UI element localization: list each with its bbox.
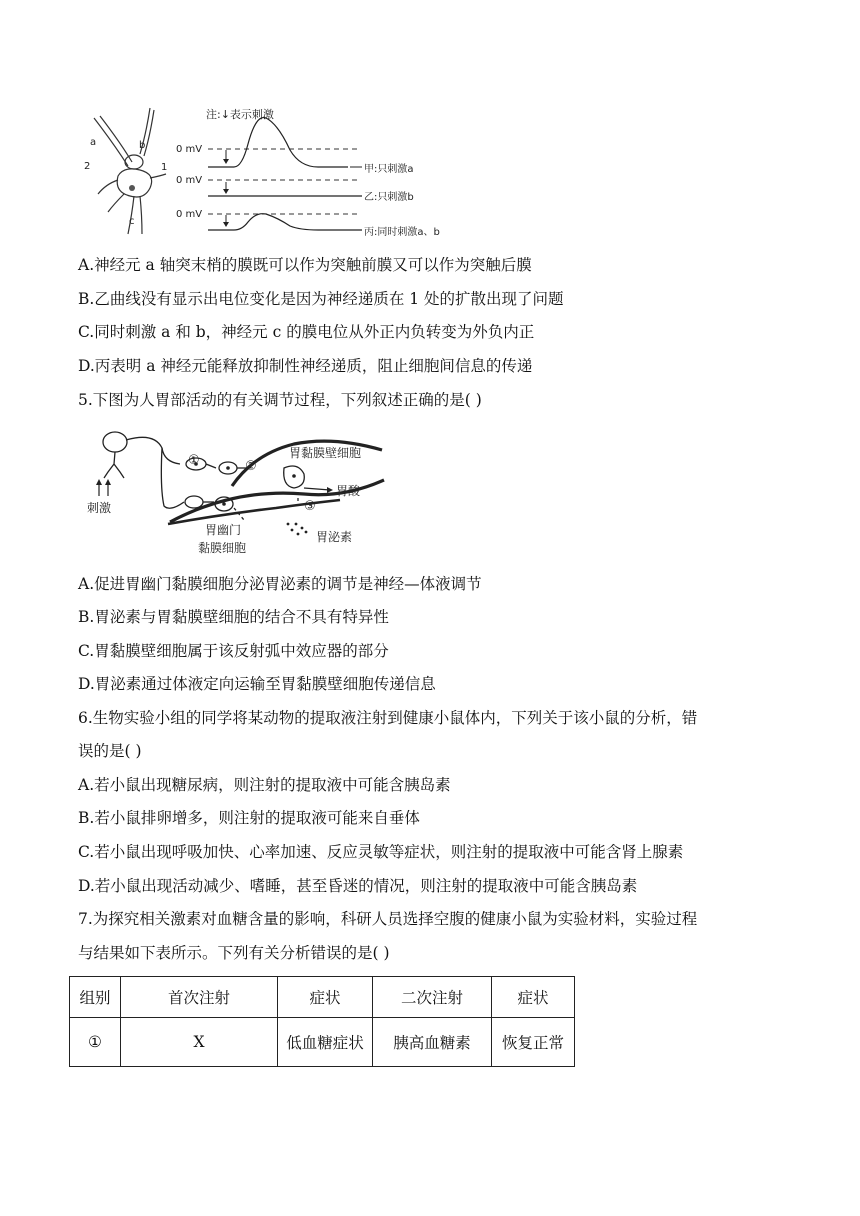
q6-option-d: D.若小鼠出现活动减少、嗜睡，甚至昏迷的情况，则注射的提取液中可能含胰岛素: [78, 877, 638, 895]
table-header-cell: 症状: [278, 977, 373, 1018]
arrow-right-icon: [327, 487, 333, 493]
table-header-cell: 二次注射: [373, 977, 492, 1018]
arrow-down-icon: [223, 189, 229, 194]
label-stimulus: 刺激: [87, 501, 112, 515]
curve-label-bing: 丙:同时刺激a、b: [364, 227, 440, 238]
label-c: c: [129, 216, 135, 227]
q5-option-d: D.胃泌素通过体液定向运输至胃黏膜壁细胞传递信息: [78, 675, 436, 693]
experiment-table: [69, 976, 575, 1067]
q6-option-b: B.若小鼠排卵增多，则注射的提取液可能来自垂体: [78, 809, 420, 827]
stomach-regulation-figure: [84, 428, 394, 560]
q7-stem-line2: 与结果如下表所示。下列有关分析错误的是( ): [78, 944, 390, 962]
table-cell: 低血糖症状: [278, 1018, 373, 1067]
table-cell: ①: [70, 1018, 121, 1067]
q6-stem-line1: 6.生物实验小组的同学将某动物的提取液注射到健康小鼠体内，下列关于该小鼠的分析，错: [78, 709, 698, 727]
table-header-cell: 组别: [70, 977, 121, 1018]
q4-option-d: D.丙表明 a 神经元能释放抑制性神经递质，阻止细胞间信息的传递: [78, 357, 533, 375]
label-2: 2: [84, 161, 91, 172]
figure-note: 注:↓表示刺激: [206, 108, 274, 121]
q6-option-a: A.若小鼠出现糖尿病，则注射的提取液中可能含胰岛素: [78, 776, 451, 794]
q5-option-c: C.胃黏膜壁细胞属于该反射弧中效应器的部分: [78, 642, 389, 660]
label-pyloric-2: 黏膜细胞: [198, 541, 247, 555]
curve-bing: [208, 214, 362, 230]
q4-option-a: A.神经元 a 轴突末梢的膜既可以作为突触前膜又可以作为突触后膜: [78, 256, 532, 274]
label-circle-3: ③: [304, 499, 316, 514]
label-acid: 胃酸: [336, 484, 361, 498]
q5-option-b: B.胃泌素与胃黏膜壁细胞的结合不具有特异性: [78, 608, 389, 626]
curve-label-jia: 甲:只刺激a: [364, 164, 414, 175]
table-header-cell: 首次注射: [121, 977, 278, 1018]
table-cell: 胰高血糖素: [373, 1018, 492, 1067]
table-cell: X: [121, 1018, 278, 1067]
neuron-potential-figure: [84, 104, 450, 242]
neuron-1: [103, 432, 127, 452]
zero-label-2: 0 mV: [176, 175, 203, 186]
nucleus-icon: [129, 185, 135, 191]
arrow-up-icon: [105, 479, 111, 485]
label-gastrin: 胃泌素: [316, 530, 353, 544]
curve-jia: [208, 118, 348, 167]
gastrin-dots: [287, 523, 308, 536]
arrow-down-icon: [223, 222, 229, 227]
table-row: [70, 1018, 575, 1067]
q7-stem-line1: 7.为探究相关激素对血糖含量的影响，科研人员选择空腹的健康小鼠为实验材料，实验过程: [78, 910, 698, 928]
q5-stem: 5.下图为人胃部活动的有关调节过程，下列叙述正确的是( ): [78, 391, 482, 409]
q4-option-c: C.同时刺激 a 和 b，神经元 c 的膜电位从外正内负转变为外负内正: [78, 323, 535, 341]
arrow-up-icon: [96, 479, 102, 485]
q4-option-b: B.乙曲线没有显示出电位变化是因为神经递质在 1 处的扩散出现了问题: [78, 290, 564, 308]
curve-label-yi: 乙:只刺激b: [364, 192, 414, 203]
label-wall-cell: 胃黏膜壁细胞: [289, 446, 362, 460]
zero-label-3: 0 mV: [176, 209, 203, 220]
arrow-down-icon: [223, 159, 229, 164]
table-header-row: [70, 977, 575, 1018]
table-header-cell: 症状: [492, 977, 575, 1018]
table-cell: 恢复正常: [492, 1018, 575, 1067]
q6-stem-line2: 误的是( ): [78, 742, 142, 760]
label-b: b: [139, 140, 146, 151]
label-circle-2: ②: [245, 459, 257, 474]
q6-option-c: C.若小鼠出现呼吸加快、心率加速、反应灵敏等症状，则注射的提取液中可能含肾上腺素: [78, 843, 684, 861]
label-1: 1: [161, 162, 168, 173]
q5-option-a: A.促进胃幽门黏膜细胞分泌胃泌素的调节是神经—体液调节: [78, 575, 482, 593]
label-a: a: [90, 137, 97, 148]
zero-label-1: 0 mV: [176, 144, 203, 155]
label-pyloric-1: 胃幽门: [205, 523, 242, 537]
label-circle-1: ①: [188, 453, 200, 468]
